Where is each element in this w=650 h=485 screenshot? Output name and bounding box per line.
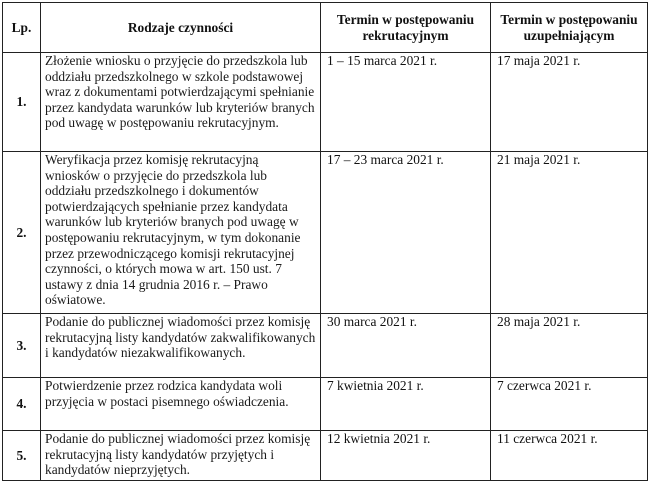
row-number: 1. xyxy=(3,53,41,152)
row-term-recruitment: 7 kwietnia 2021 r. xyxy=(321,378,491,431)
row-term-supplementary: 28 maja 2021 r. xyxy=(491,314,648,378)
row-number: 2. xyxy=(3,152,41,314)
row-term-supplementary: 11 czerwca 2021 r. xyxy=(491,431,648,481)
row-number: 4. xyxy=(3,378,41,431)
table-row xyxy=(3,152,648,314)
row-activity: Podanie do publicznej wiadomości przez komisję rekrutacyjną listy kandydatów zakwalifikowanych i kandydatów niezakwalifikowanych. xyxy=(41,314,321,378)
table-row xyxy=(3,53,648,152)
table-row xyxy=(3,314,648,378)
row-activity: Podanie do publicznej wiadomości przez komisję rekrutacyjną listy kandydatów przyjętych i kandydatów nieprzyjętych. xyxy=(41,431,321,481)
header-lp: Lp. xyxy=(3,3,41,53)
row-term-recruitment: 1 – 15 marca 2021 r. xyxy=(321,53,491,152)
row-number: 5. xyxy=(3,431,41,481)
table-row xyxy=(3,378,648,431)
row-term-supplementary: 17 maja 2021 r. xyxy=(491,53,648,152)
row-term-recruitment: 12 kwietnia 2021 r. xyxy=(321,431,491,481)
row-activity: Złożenie wniosku o przyjęcie do przedszkola lub oddziału przedszkolnego w szkole podstawowej wraz z dokumentami potwierdzającymi spełnianie przez kandydata warunków lub kryteriów branych pod uwagę w postępowaniu rekrutacyjnym. xyxy=(41,53,321,152)
row-number: 3. xyxy=(3,314,41,378)
row-term-supplementary: 7 czerwca 2021 r. xyxy=(491,378,648,431)
recruitment-schedule-table xyxy=(2,2,648,481)
table-row xyxy=(3,431,648,481)
row-term-supplementary: 21 maja 2021 r. xyxy=(491,152,648,314)
header-row xyxy=(3,3,648,53)
row-term-recruitment: 30 marca 2021 r. xyxy=(321,314,491,378)
row-term-recruitment: 17 – 23 marca 2021 r. xyxy=(321,152,491,314)
header-term-recruitment: Termin w postępowaniu rekrutacyjnym xyxy=(321,3,491,53)
row-activity: Potwierdzenie przez rodzica kandydata woli przyjęcia w postaci pisemnego oświadczenia. xyxy=(41,378,321,431)
header-term-supplementary: Termin w postępowaniu uzupełniającym xyxy=(491,3,648,53)
header-activities: Rodzaje czynności xyxy=(41,3,321,53)
row-activity: Weryfikacja przez komisję rekrutacyjną wniosków o przyjęcie do przedszkola lub oddziału przedszkolnego i dokumentów potwierdzających spełnianie przez kandydata warunków lub kryteriów branych pod uwagę w postępowaniu rekrutacyjnym, w tym dokonanie przez przewodniczącego komisji rekrutacyjnej czynności, o których mowa w art. 150 ust. 7 ustawy z dnia 14 grudnia 2016 r. – Prawo oświatowe. xyxy=(41,152,321,314)
